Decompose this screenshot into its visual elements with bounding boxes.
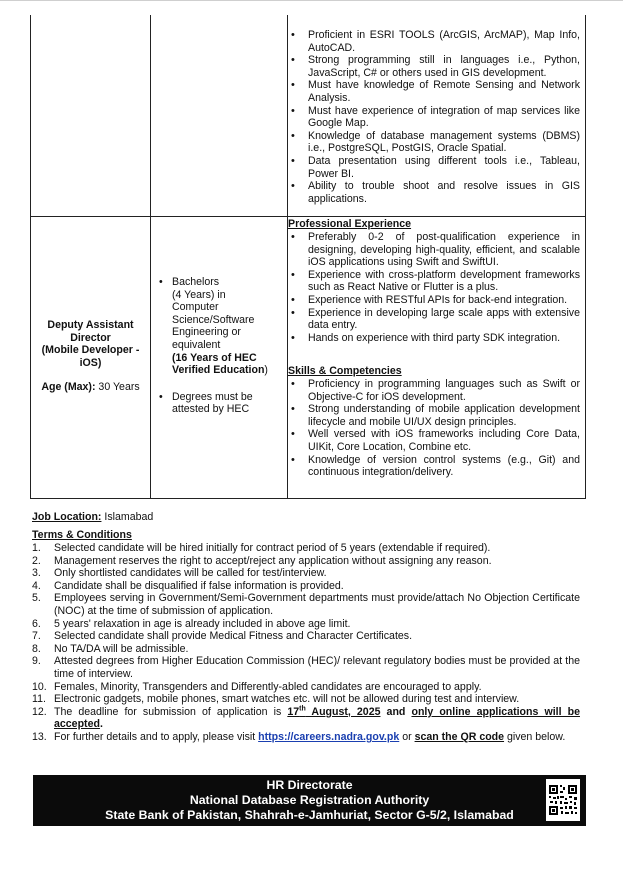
item-text: Attested degrees from Higher Education Commission (HEC)/ relevant regulatory bodies must be provided at the time of interview. bbox=[54, 655, 580, 680]
item-number: 10. bbox=[32, 680, 47, 693]
list-item: • Hands on experience with third party SDK integration. bbox=[287, 332, 580, 345]
education-line: (4 Years) in bbox=[172, 288, 226, 301]
item-text: Candidate shall be disqualified if false information is provided. bbox=[54, 579, 344, 592]
item-number: 5. bbox=[32, 592, 41, 605]
item-text: and bbox=[380, 705, 412, 718]
item-text: Employees serving in Government/Semi-Government departments must provide/attach No Objection Certificate (NOC) at the time of submission of application. bbox=[54, 592, 580, 617]
education-line: Engineering or bbox=[172, 326, 241, 339]
terms-item bbox=[32, 542, 580, 555]
education-item bbox=[151, 276, 288, 377]
column-divider bbox=[150, 15, 151, 498]
education-line: • Bachelors bbox=[172, 276, 220, 288]
item-number: 6. bbox=[32, 617, 41, 630]
list-item: • Proficiency in programming languages such as Swift or Objective-C for iOS development. bbox=[287, 378, 580, 403]
item-text: The deadline for submission of application is bbox=[54, 705, 288, 718]
terms-item bbox=[32, 630, 580, 643]
education-line: equivalent bbox=[172, 338, 221, 351]
education-line: Computer bbox=[172, 301, 219, 314]
experience-list bbox=[287, 231, 580, 344]
item-number: 9. bbox=[32, 655, 41, 668]
item-number: 12. bbox=[32, 705, 47, 718]
list-item: • Experience with cross-platform development frameworks such as React Native or Flutter is a plus. bbox=[287, 269, 580, 294]
education-list bbox=[151, 276, 288, 416]
list-item: • Experience with RESTful APIs for back-end integration. bbox=[287, 294, 580, 307]
item-text: Females, Minority, Transgenders and Differently-abled candidates are encouraged to apply. bbox=[54, 680, 482, 693]
item-number: 11. bbox=[32, 693, 46, 706]
list-item: • Knowledge of database management systems (DBMS) i.e., PostgreSQL, PostGIS, Oracle Spatial. bbox=[287, 130, 580, 155]
age-label: Age (Max): bbox=[41, 381, 96, 394]
item-number: 3. bbox=[32, 567, 41, 580]
position-title-line: Deputy Assistant bbox=[47, 319, 134, 331]
item-number: 8. bbox=[32, 642, 41, 655]
item-text: 5 years' relaxation in age is already included in above age limit. bbox=[54, 617, 351, 630]
education-line: attested by HEC bbox=[172, 403, 250, 416]
education-line: • Degrees must be bbox=[172, 390, 253, 403]
deadline-day: 17 bbox=[287, 705, 300, 718]
footer-directorate: HR Directorate bbox=[266, 778, 353, 792]
deadline-date bbox=[287, 706, 380, 718]
terms-item bbox=[32, 618, 580, 631]
item-text: Only shortlisted candidates will be called for test/interview. bbox=[54, 567, 327, 580]
terms-item bbox=[32, 693, 580, 706]
list-item: • Well versed with iOS frameworks including Core Data, UIKit, Core Location, Combine etc. bbox=[287, 428, 580, 453]
item-number: 2. bbox=[32, 554, 41, 567]
qr-instruction: scan the QR code bbox=[414, 730, 505, 743]
education-paren: ) bbox=[264, 364, 268, 377]
item-text: For further details and to apply, please visit bbox=[54, 730, 259, 743]
experience-heading: Professional Experience bbox=[288, 218, 412, 230]
education-line: (16 Years of HEC bbox=[172, 351, 257, 364]
skills-heading: Skills & Competencies bbox=[288, 365, 402, 377]
top-border bbox=[0, 0, 623, 1]
item-number: 1. bbox=[32, 542, 41, 554]
terms-item bbox=[32, 555, 580, 568]
terms-item bbox=[32, 592, 580, 617]
age-value: 30 Years bbox=[95, 381, 140, 394]
list-item: • Must have experience of integration of map services like Google Map. bbox=[287, 105, 580, 130]
job-location-label: Job Location: bbox=[32, 511, 102, 523]
terms-item-deadline bbox=[32, 706, 580, 731]
list-item: • Knowledge of version control systems (e.g., Git) and continuous integration/delivery. bbox=[287, 454, 580, 479]
item-text: . bbox=[99, 718, 103, 731]
education-bold-text: Verified Education bbox=[172, 364, 265, 377]
footer-banner bbox=[33, 775, 586, 826]
terms-item bbox=[32, 681, 580, 694]
item-text: Selected candidate shall provide Medical Fitness and Character Certificates. bbox=[54, 630, 413, 643]
list-item: • Strong programming still in languages i.e., Python, JavaScript, C# or others used in GIS development. bbox=[287, 54, 580, 79]
list-item: • Ability to trouble shoot and resolve issues in GIS applications. bbox=[287, 180, 580, 205]
job-table bbox=[30, 15, 586, 499]
list-item: • Strong understanding of mobile application development lifecycle and mobile UI/UX design principles. bbox=[287, 403, 580, 428]
row-divider bbox=[31, 216, 585, 217]
job-location bbox=[32, 511, 153, 524]
list-item: • Experience in developing large scale apps with extensive data entry. bbox=[287, 307, 580, 332]
age-limit bbox=[31, 381, 150, 394]
job-location-value: Islamabad bbox=[101, 511, 154, 523]
list-item: • Data presentation using different tools i.e., Tableau, Power BI. bbox=[287, 155, 580, 180]
deadline-day-suffix: th bbox=[299, 705, 306, 713]
terms-item-apply bbox=[32, 731, 580, 744]
terms-item bbox=[32, 580, 580, 593]
footer-address: State Bank of Pakistan, Shahrah-e-Jamhuriat, Sector G-5/2, Islamabad bbox=[105, 808, 514, 822]
list-item: • Proficient in ESRI TOOLS (ArcGIS, ArcMAP), Map Info, AutoCAD. bbox=[287, 29, 580, 54]
item-text: No TA/DA will be admissible. bbox=[54, 642, 189, 655]
qr-code-icon[interactable] bbox=[546, 779, 580, 821]
terms-list bbox=[32, 542, 580, 744]
footer-organization: National Database Registration Authority bbox=[189, 793, 430, 807]
position-title-line: iOS) bbox=[79, 356, 102, 369]
terms-item bbox=[32, 567, 580, 580]
list-item: • Must have knowledge of Remote Sensing and Network Analysis. bbox=[287, 79, 580, 104]
online-only-note: only online applications will be accepted bbox=[54, 705, 580, 731]
item-text: Management reserves the right to accept/reject any application without assigning any reason. bbox=[54, 554, 492, 567]
item-number: 4. bbox=[32, 579, 41, 592]
position-cell bbox=[31, 319, 150, 394]
education-line: Science/Software bbox=[172, 313, 255, 326]
terms-item bbox=[32, 643, 580, 656]
item-number: 13. bbox=[32, 730, 47, 743]
deadline-month-year: August, 2025 bbox=[305, 705, 381, 718]
list-item: • Preferably 0-2 of post-qualification experience in designing, developing high-quality, efficient, and scalable iOS applications using Swift and SwiftUI. bbox=[287, 231, 580, 269]
position-title-line: (Mobile Developer - bbox=[41, 344, 140, 357]
terms-heading: Terms & Conditions bbox=[32, 529, 132, 541]
gis-skills-list bbox=[287, 29, 580, 205]
item-text: Selected candidate will be hired initially for contract period of 5 years (extendable if required). bbox=[54, 542, 491, 554]
education-line bbox=[172, 364, 288, 377]
education-item bbox=[151, 391, 288, 416]
item-text: Electronic gadgets, mobile phones, smart watches etc. will not be allowed during test and interview. bbox=[54, 693, 520, 706]
skills-list bbox=[287, 378, 580, 479]
careers-link[interactable]: https://careers.nadra.gov.pk bbox=[258, 730, 400, 743]
item-number: 7. bbox=[32, 630, 41, 643]
terms-item bbox=[32, 655, 580, 680]
item-text: given below. bbox=[504, 730, 566, 743]
position-title-line: Director bbox=[70, 331, 111, 344]
item-text: or bbox=[399, 730, 415, 743]
